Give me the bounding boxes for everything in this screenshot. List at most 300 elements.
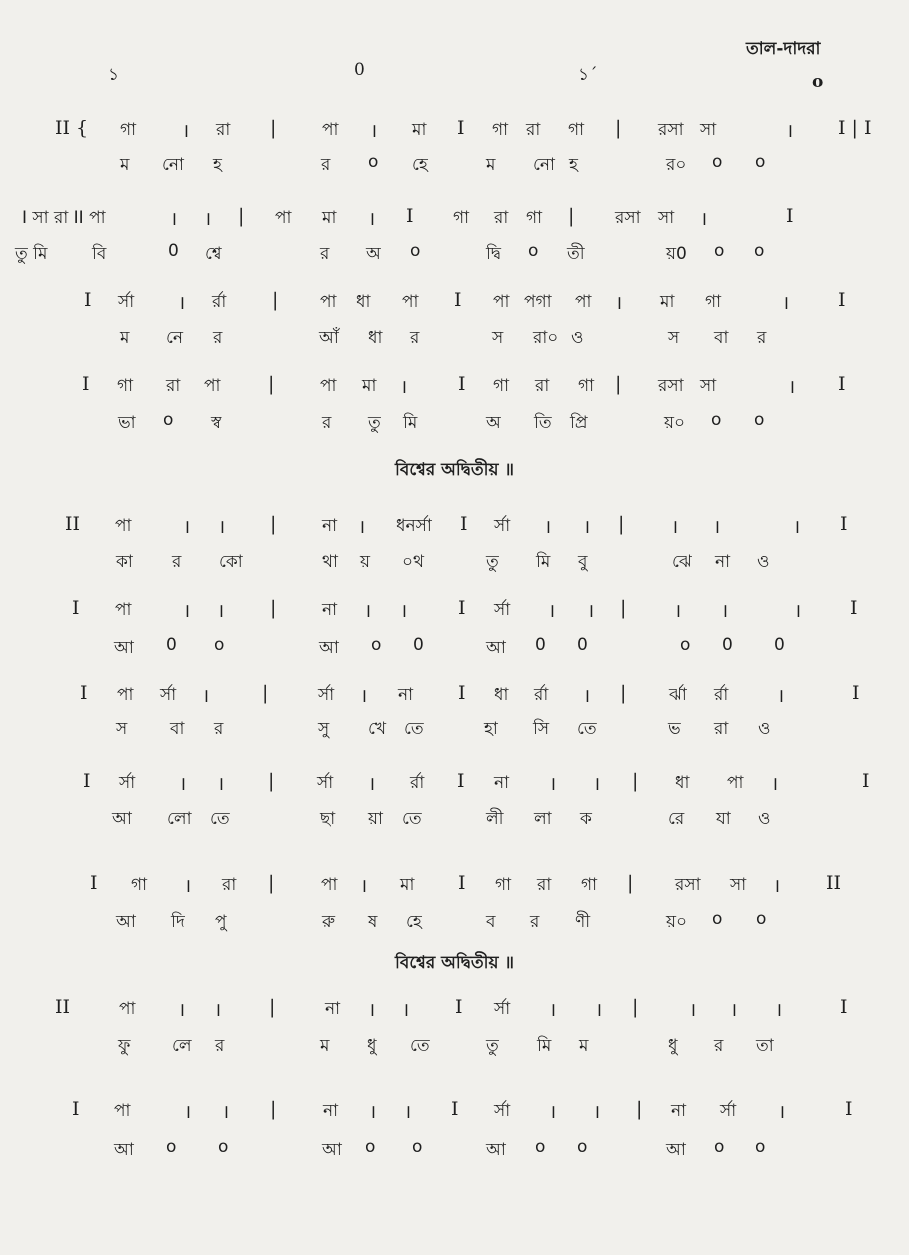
note-cell: র্সা [118,292,135,312]
note-cell: পা [117,685,134,705]
lyric-syllable: o [214,635,225,655]
lyric-syllable: নো [162,155,184,175]
note-cell: | [636,1098,643,1120]
lyric-syllable: ও [571,328,584,348]
lyric-syllable: ফু [118,1036,131,1056]
lyric-syllable: র [321,155,331,175]
lyric-syllable: o [577,1137,588,1157]
lyric-syllable: 0 [535,635,546,655]
note-cell: । [400,600,408,622]
lyric-row [0,716,909,744]
lyric-syllable: 0 [413,635,424,655]
note-cell: র্রা [212,292,227,312]
note-cell: | [238,205,245,227]
note-cell: । [713,516,721,538]
note-cell: রসা [615,208,641,228]
lyric-syllable: অ [366,244,381,264]
lyric-syllable: হা [484,719,498,739]
lyric-syllable: দ্বি [486,244,501,264]
note-cell: সা [700,376,717,396]
lyric-syllable: স [668,328,680,348]
note-cell: | [270,597,277,619]
lyric-syllable: তা [756,1036,774,1056]
lyric-syllable: o [714,1137,725,1157]
lyric-syllable: য়া [368,809,383,829]
lyric-syllable: না [715,552,731,572]
lyric-syllable: তু [486,552,499,572]
lyric-syllable: র [320,244,330,264]
refrain-line: বিশ্বের অদ্বিতীয় ॥ [395,953,514,973]
lyric-syllable: য় [360,552,371,572]
note-cell: র্সা [494,999,511,1019]
note-cell: । [777,685,785,707]
note-cell: | [568,205,575,227]
note-cell: সা [658,208,675,228]
lyric-syllable: কা [116,552,133,572]
lyric-syllable: রে [668,809,685,829]
note-cell: গা [117,376,134,396]
lyric-syllable: o [711,410,722,430]
note-cell: I সা রা II পা [22,208,106,228]
note-cell: I [838,373,846,395]
note-cell: । [179,773,187,795]
lyric-syllable: আঁ [319,328,339,348]
lyric-syllable: লে [172,1036,192,1056]
note-cell: II { [55,117,89,139]
note-cell: । [178,999,186,1021]
lyric-syllable: 0 [166,635,177,655]
lyric-syllable: o [371,635,382,655]
note-cell: I [90,872,98,894]
lyric-syllable: o [535,1137,546,1157]
lyric-syllable: স [492,328,504,348]
lyric-row [0,549,909,577]
note-cell: । [369,1101,377,1123]
note-cell: না [671,1101,687,1121]
note-cell: | [627,872,634,894]
notation-row [0,1098,909,1126]
lyric-syllable: o [754,410,765,430]
note-cell: । [400,376,408,398]
lyric-syllable: 0 [577,635,588,655]
note-cell: । [786,120,794,142]
lyric-syllable: আ [322,1140,342,1160]
note-cell: না [325,999,341,1019]
lyric-syllable: মি [537,1036,552,1056]
note-cell: I [80,682,88,704]
lyric-syllable: তে [404,719,424,739]
note-cell: র্সা [119,773,136,793]
note-cell: I [850,597,858,619]
note-cell: মা [362,376,377,396]
note-cell: পা [320,292,337,312]
note-cell: গা [131,875,148,895]
note-cell: । [593,1101,601,1123]
lyric-syllable: বি [92,244,107,264]
note-cell: | [268,872,275,894]
notation-row [0,872,909,900]
note-cell: । [170,208,178,230]
note-cell: রা [535,376,550,396]
lyric-syllable: দি [171,912,185,932]
note-cell: রা [166,376,181,396]
note-cell: মা [400,875,415,895]
lyric-syllable: লী [486,809,504,829]
note-cell: II [826,872,842,894]
lyric-row [0,909,909,937]
note-cell: । [549,999,557,1021]
note-cell: । [674,600,682,622]
lyric-syllable: o [528,241,539,261]
lyric-syllable: ছা [320,809,336,829]
lyric-syllable: সি [533,719,550,739]
note-cell: পা [322,120,339,140]
note-cell: I [83,770,91,792]
lyric-syllable: য়০ [666,912,688,932]
notation-row [0,373,909,401]
note-cell: র্সা [317,773,334,793]
note-cell: । [615,292,623,314]
lyric-syllable: র [410,328,420,348]
lyric-syllable: o [410,241,421,261]
note-cell: I [457,770,465,792]
note-cell: I [458,597,466,619]
lyric-syllable: য়০ [664,413,686,433]
lyric-syllable: স [116,719,128,739]
lyric-syllable: তে [402,809,422,829]
note-cell: গা [453,208,470,228]
lyric-syllable: র [714,1036,724,1056]
note-cell: । [358,516,366,538]
note-cell: | [615,117,622,139]
lyric-syllable: র [214,719,224,739]
lyric-syllable: প্রি [570,413,588,433]
lyric-syllable: o [166,1137,177,1157]
note-cell: পা [320,376,337,396]
lyric-syllable: শ্বে [205,244,222,264]
note-cell: | [632,996,639,1018]
note-cell: পা [493,292,510,312]
lyric-syllable: o [755,152,766,172]
lyric-syllable: 0 [774,635,785,655]
note-cell: । [775,999,783,1021]
note-cell: ধনর্সা [396,516,432,536]
note-cell: রা [494,208,509,228]
note-cell: । [402,999,410,1021]
lyric-syllable: তী [567,244,585,264]
lyric-syllable: তে [577,719,597,739]
note-cell: না [322,600,338,620]
note-cell: | [269,996,276,1018]
lyric-syllable: য়0 [666,244,687,264]
note-cell: । [793,516,801,538]
lyric-syllable: নো [533,155,555,175]
lyric-syllable: র [172,552,182,572]
note-cell: না [494,773,510,793]
note-cell: | [620,682,627,704]
lyric-syllable: রু [322,912,336,932]
note-cell: I [852,682,860,704]
note-cell: । [214,999,222,1021]
lyric-syllable: ম [120,328,130,348]
lyric-syllable: ও [758,719,771,739]
note-cell: | [268,770,275,792]
note-cell: । [368,208,376,230]
lyric-syllable: আ [486,638,506,658]
note-cell: র্সা [720,1101,737,1121]
lyric-syllable: ঝে [672,552,692,572]
note-cell: । [202,685,210,707]
lyric-syllable: লা [534,809,552,829]
lyric-syllable: o [412,1137,423,1157]
lyric-syllable: সু [318,719,330,739]
notation-row [0,289,909,317]
note-cell: | [268,373,275,395]
note-cell: I [84,289,92,311]
note-cell: I [455,996,463,1018]
note-cell: র্রা [534,685,549,705]
lyric-syllable: o [712,152,723,172]
lyric-syllable: তে [210,809,230,829]
note-cell: । [183,600,191,622]
note-cell: । [217,600,225,622]
note-cell: I [457,117,465,139]
note-cell: I [72,597,80,619]
lyric-syllable: ক [580,809,592,829]
lyric-syllable: র [530,912,540,932]
lyric-syllable: তি [534,413,552,433]
note-cell: | [615,373,622,395]
lyric-syllable: আ [486,1140,506,1160]
note-cell: র্রা [410,773,425,793]
note-cell: । [549,1101,557,1123]
note-cell: | [270,1098,277,1120]
note-cell: । [721,600,729,622]
note-cell: গা [526,208,543,228]
note-cell: । [360,875,368,897]
note-cell: I [458,373,466,395]
note-cell: পা [204,376,221,396]
note-cell: । [404,1101,412,1123]
note-cell: গা [568,120,585,140]
note-cell: | [262,682,269,704]
note-cell: | [618,513,625,535]
note-cell: রসা [658,120,684,140]
note-cell: । [771,773,779,795]
note-cell: । [593,773,601,795]
lyric-syllable: তু [368,413,381,433]
note-cell: রা [526,120,541,140]
lyric-row [0,325,909,353]
note-cell: । [368,773,376,795]
note-cell: পা [321,875,338,895]
note-cell: I [845,1098,853,1120]
lyric-syllable: আ [114,1140,134,1160]
note-cell: । [595,999,603,1021]
note-cell: রা [222,875,237,895]
note-cell: গা [578,376,595,396]
note-cell: ধা [356,292,371,312]
lyric-syllable: ম [579,1036,589,1056]
note-cell: র্সা [494,516,511,536]
note-cell: । [184,1101,192,1123]
note-cell: না [398,685,414,705]
lyric-syllable: ধু [668,1036,678,1056]
note-cell: রসা [675,875,701,895]
note-cell: । [782,292,790,314]
lyric-syllable: o [756,909,767,929]
lyric-syllable: হ [569,155,578,175]
note-cell: । [182,120,190,142]
lyric-row [0,152,909,180]
note-cell: । [184,875,192,897]
lyric-syllable: তে [410,1036,430,1056]
note-cell: মা [322,208,337,228]
lyric-syllable: ও [757,552,770,572]
lyric-syllable: থা [322,552,338,572]
notation-row [0,513,909,541]
note-cell: পা [115,600,132,620]
note-cell: I [458,682,466,704]
note-cell: | [620,597,627,619]
lyric-syllable: o [712,909,723,929]
note-cell: গা [120,120,137,140]
note-cell: পা [114,1101,131,1121]
lyric-syllable: কো [219,552,243,572]
lyric-syllable: আ [114,638,134,658]
note-cell: পা [275,208,292,228]
note-cell: | [270,117,277,139]
note-cell: I [406,205,414,227]
note-cell: ধা [675,773,690,793]
lyric-syllable: মি [403,413,418,433]
note-cell: । [583,685,591,707]
note-cell: I [840,513,848,535]
note-cell: রসা [658,376,684,396]
lyric-syllable: র [322,413,332,433]
note-cell: পা [115,516,132,536]
note-cell: । [583,516,591,538]
note-cell: । [773,875,781,897]
lyric-syllable: ধা [368,328,383,348]
beat-marker: ১´ [578,65,598,85]
lyric-syllable: o [365,1137,376,1157]
note-cell: । [217,773,225,795]
note-cell: সা [700,120,717,140]
lyric-syllable: o [368,152,379,172]
lyric-row [0,806,909,834]
lyric-syllable: হে [412,155,428,175]
lyric-syllable: স্ব [211,413,222,433]
lyric-syllable: o [714,241,725,261]
note-cell: I | I [838,117,872,139]
note-cell: পা [575,292,592,312]
note-cell: না [322,516,338,536]
note-cell: । [218,516,226,538]
note-cell: । [204,208,212,230]
notation-row [0,205,909,233]
beat-marker: ১ [108,65,120,85]
note-cell: র্সা [494,600,511,620]
lyric-syllable: মি [536,552,551,572]
note-cell: I [458,872,466,894]
note-cell: । [549,773,557,795]
lyric-syllable: বা [714,328,729,348]
note-cell: গা [495,875,512,895]
lyric-syllable: র [213,328,223,348]
note-cell: I [82,373,90,395]
note-cell: I [840,996,848,1018]
note-cell: I [862,770,870,792]
lyric-syllable: লো [167,809,192,829]
lyric-syllable: ভা [118,413,136,433]
note-cell: সা [730,875,747,895]
note-cell: । [370,120,378,142]
notation-row [0,770,909,798]
note-cell: । [548,600,556,622]
lyric-syllable: হ [213,155,222,175]
lyric-syllable: o [163,410,174,430]
lyric-syllable: বু [578,552,588,572]
lyric-syllable: ম [120,155,130,175]
lyric-syllable: খে [368,719,387,739]
lyric-syllable: ম [486,155,496,175]
lyric-syllable: ণী [575,912,591,932]
notation-row [0,117,909,145]
note-cell: । [778,1101,786,1123]
note-cell: পা [402,292,419,312]
beat-marker: o [812,72,824,92]
note-cell: II [65,513,81,535]
refrain-line: বিশ্বের অদ্বিতীয় ॥ [395,460,514,480]
lyric-syllable: র [215,1036,225,1056]
note-cell: না [323,1101,339,1121]
lyric-syllable: ধু [367,1036,377,1056]
note-cell: । [183,516,191,538]
note-cell: গা [581,875,598,895]
notation-row [0,996,909,1024]
note-cell: মা [412,120,427,140]
note-cell: পগা [524,292,552,312]
note-cell: । [794,600,802,622]
note-cell: র্সা [318,685,335,705]
note-cell: I [838,289,846,311]
note-cell: II [55,996,71,1018]
note-cell: গা [705,292,722,312]
lyric-syllable: নে [166,328,184,348]
note-cell: | [632,770,639,792]
note-cell: I [454,289,462,311]
note-cell: I [72,1098,80,1120]
lyric-row [0,1137,909,1165]
note-cell: র্সা [160,685,177,705]
note-cell: গা [493,376,510,396]
lyric-syllable: আ [112,809,132,829]
note-cell: পা [119,999,136,1019]
lyric-syllable: তু মি [15,244,48,264]
lyric-syllable: অ [486,413,501,433]
lyric-syllable: 0 [168,241,179,261]
lyric-syllable: পু [215,912,227,932]
lyric-syllable: তু [486,1036,499,1056]
lyric-syllable: হে [406,912,422,932]
note-cell: । [544,516,552,538]
lyric-syllable: o [218,1137,229,1157]
note-cell: র্সা [494,1101,511,1121]
lyric-syllable: o [755,1137,766,1157]
lyric-row [0,635,909,663]
lyric-row [0,241,909,269]
